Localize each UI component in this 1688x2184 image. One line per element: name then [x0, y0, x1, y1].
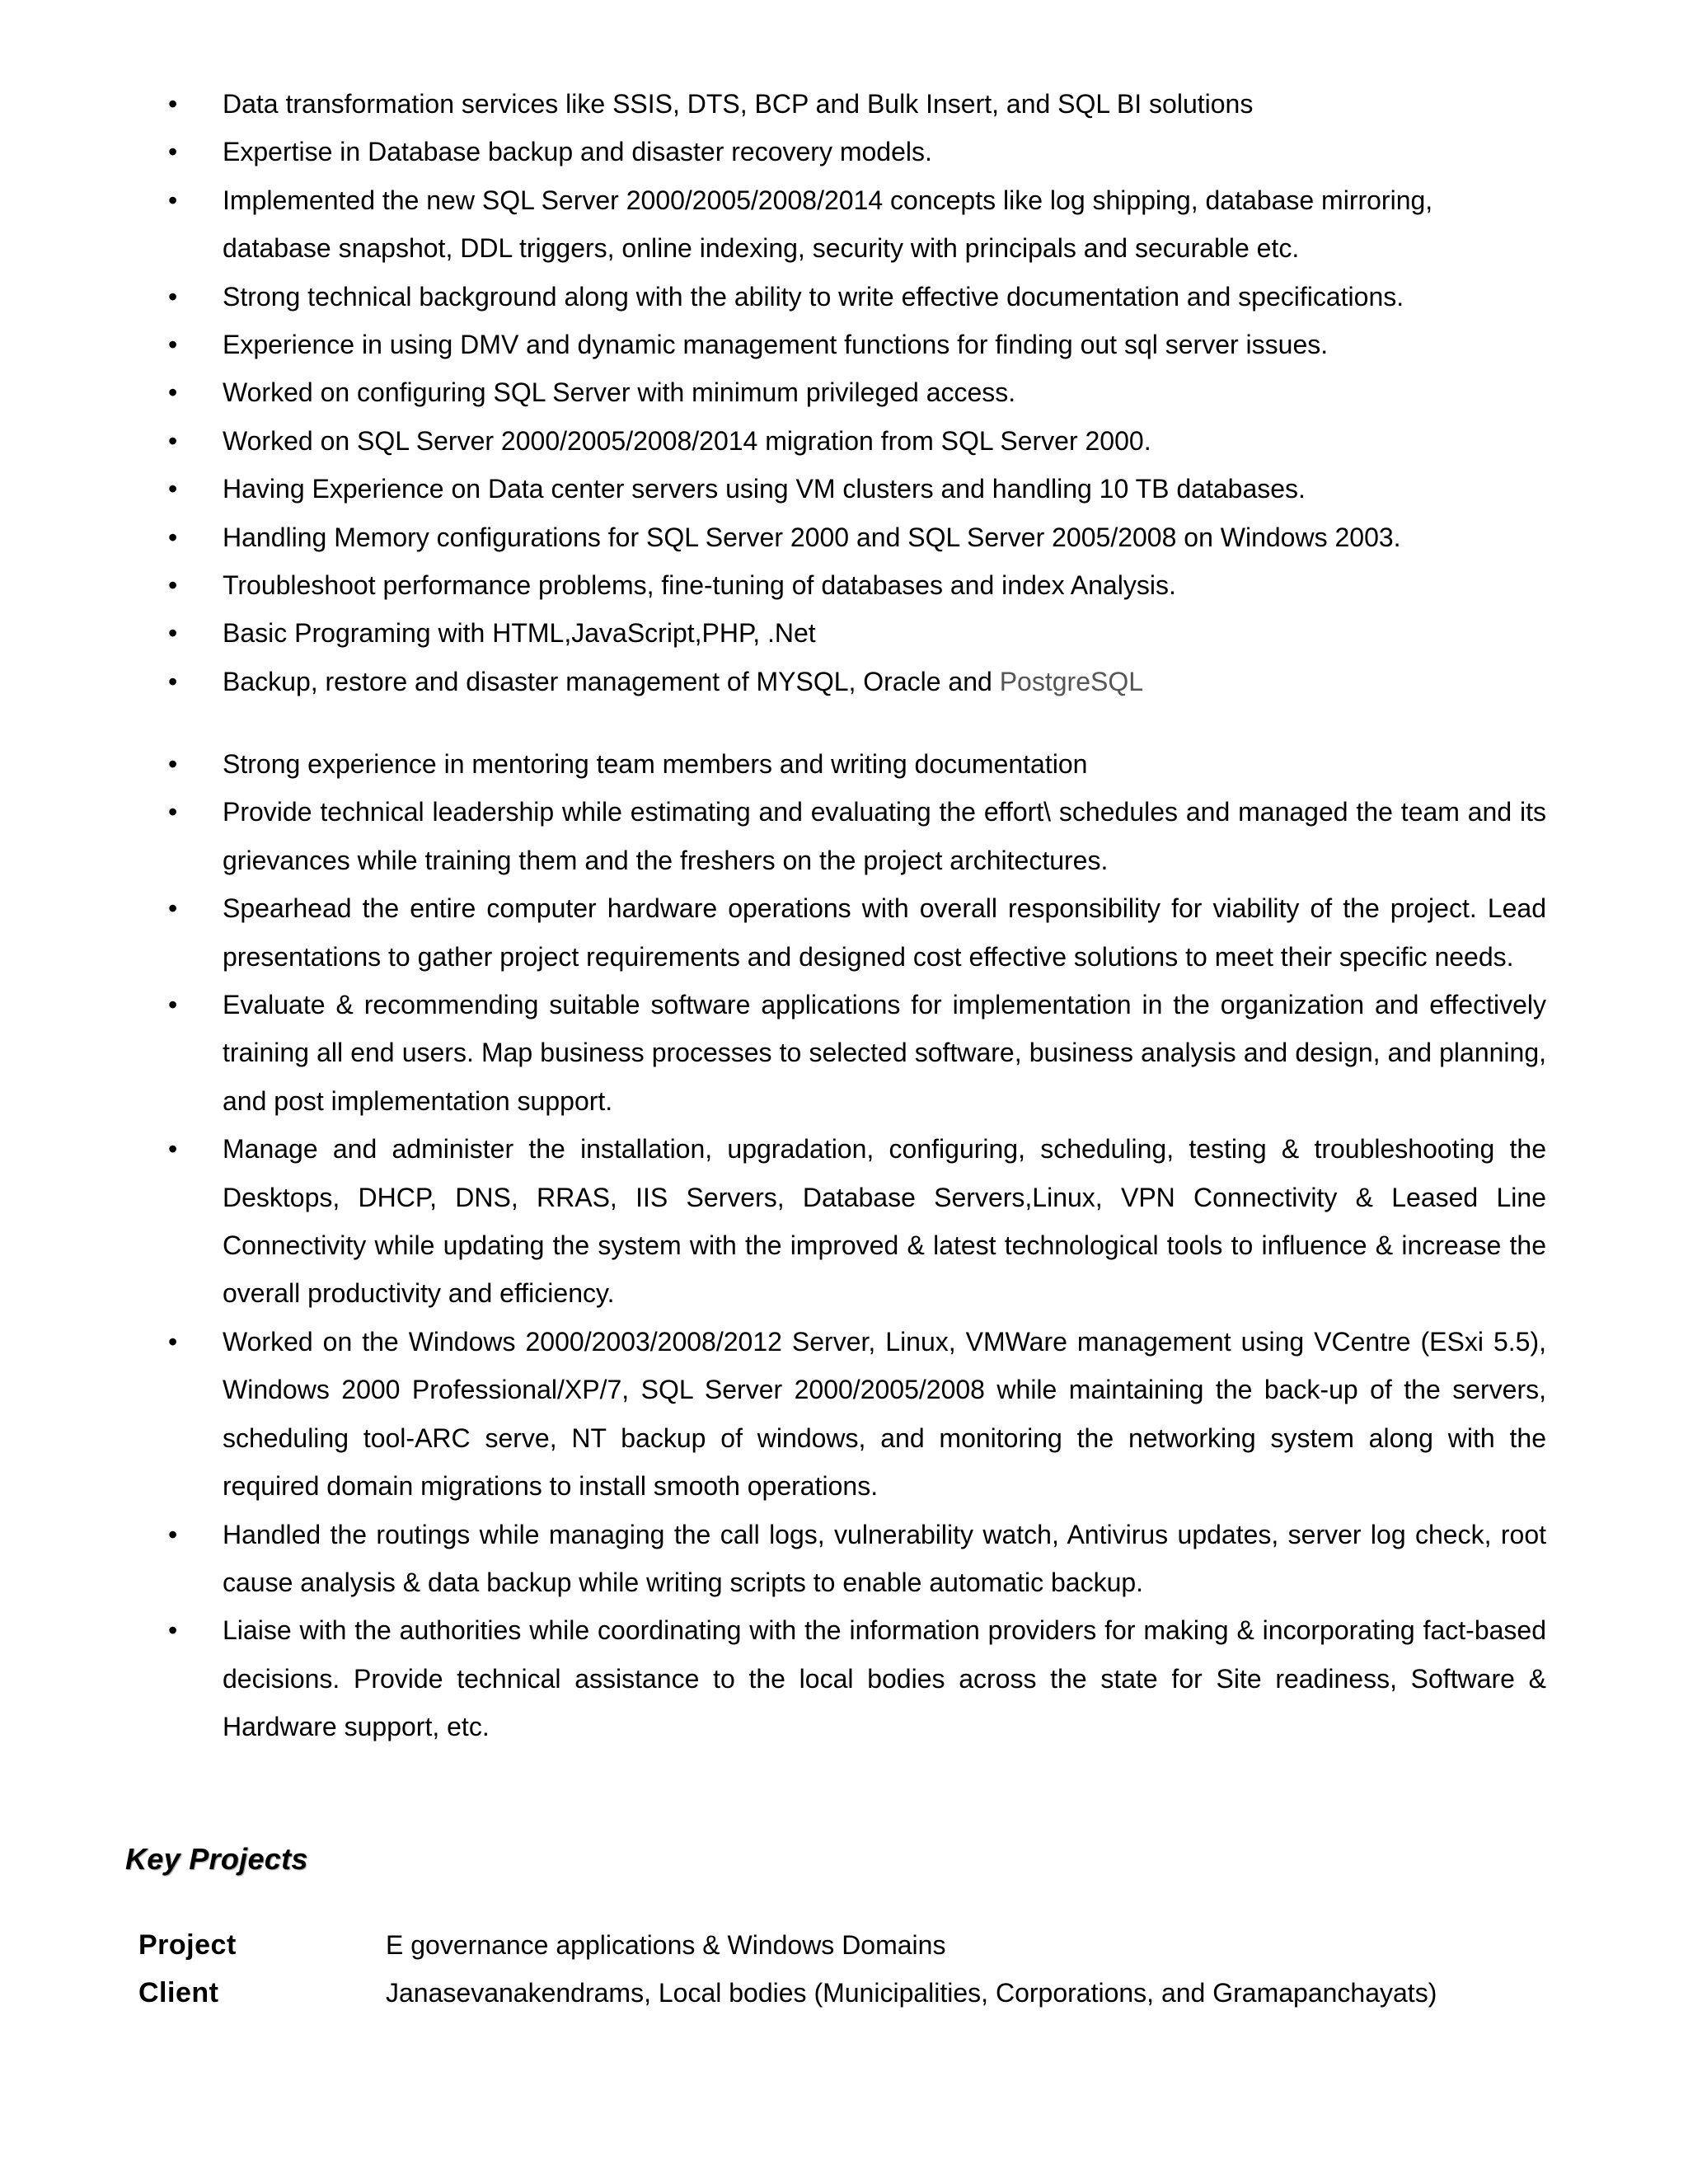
list-item	[168, 80, 1546, 128]
list-item	[168, 128, 1546, 176]
list-item-text: Provide technical leadership while estimating and evaluating the effort\ schedules and managed the team and its grievances while training them and the freshers on the project architectures.	[223, 797, 1546, 875]
bullet-icon: •	[168, 1615, 178, 1646]
list-item	[168, 740, 1546, 788]
bullet-icon: •	[168, 89, 178, 119]
list-item-text: Experience in using DMV and dynamic management functions for finding out sql server issues.	[223, 330, 1329, 360]
list-item	[168, 513, 1546, 561]
list-item	[168, 658, 1546, 705]
client-label: Client	[138, 1977, 219, 2008]
list-item-text: Implemented the new SQL Server 2000/2005/2008/2014 concepts like log shipping, database mirroring, database snapshot, DDL triggers, online indexing, security with principals and securable etc.	[223, 185, 1433, 264]
responsibilities-list	[168, 740, 1546, 1751]
list-item-text: Manage and administer the installation, upgradation, configuring, scheduling, testing & troubleshooting the Desktops, DHCP, DNS, RRAS, IIS Servers, Database Servers,Linux, VPN Connectivity & Leased Line Connectivity while updating the system with the improved & latest technological tools to influence & increase the overall productivity and efficiency.	[223, 1134, 1546, 1309]
project-value: E governance applications & Windows Domains	[386, 1930, 946, 1960]
bullet-icon: •	[168, 618, 178, 649]
bullet-icon: •	[168, 666, 178, 696]
list-item	[168, 1318, 1546, 1511]
list-item	[168, 273, 1546, 321]
list-item	[168, 788, 1546, 884]
list-item	[168, 368, 1546, 416]
list-item	[168, 561, 1546, 609]
list-item	[168, 609, 1546, 657]
list-item	[168, 465, 1546, 513]
list-item-text: Handling Memory configurations for SQL Server 2000 and SQL Server 2005/2008 on Windows 2003.	[223, 522, 1401, 552]
list-item	[168, 981, 1546, 1125]
project-row	[138, 1921, 945, 1969]
bullet-icon: •	[168, 474, 178, 504]
list-item-text: Liaise with the authorities while coordinating with the information providers for making & incorporating fact-based decisions. Provide technical assistance to the local bodies across the state for Site readiness, Software & Hardware support, etc.	[223, 1615, 1546, 1742]
bullet-icon: •	[168, 570, 178, 601]
list-item-text: Evaluate & recommending suitable software applications for implementation in the organization and effectively training all end users. Map business processes to selected software, business analysis and design, and planning, and post implementation support.	[223, 990, 1546, 1116]
skills-list	[168, 80, 1546, 705]
list-item-text: Strong technical background along with the ability to write effective documentation and specifications.	[223, 281, 1404, 312]
bullet-icon: •	[168, 425, 178, 456]
list-item-text: Troubleshoot performance problems, fine-tuning of databases and index Analysis.	[223, 570, 1176, 601]
list-item-text: Backup, restore and disaster management of MYSQL, Oracle and	[223, 666, 1000, 696]
list-item	[168, 1511, 1546, 1607]
list-item-text: Data transformation services like SSIS, DTS, BCP and Bulk Insert, and SQL BI solutions	[223, 89, 1254, 119]
bullet-icon: •	[168, 137, 178, 167]
project-label: Project	[138, 1929, 237, 1961]
bullet-icon: •	[168, 1519, 178, 1549]
bullet-icon: •	[168, 749, 178, 779]
bullet-icon: •	[168, 1326, 178, 1357]
bullet-icon: •	[168, 797, 178, 827]
key-projects-heading: Key Projects	[125, 1842, 308, 1876]
list-item	[168, 417, 1546, 465]
list-item-text: Worked on the Windows 2000/2003/2008/2012 Server, Linux, VMWare management using VCentre (ESxi 5.5), Windows 2000 Professional/XP/7, SQL Server 2000/2005/2008 while maintaining the back-up of the servers, scheduling tool-ARC serve, NT backup of windows, and monitoring the networking system along with the required domain migrations to install smooth operations.	[223, 1326, 1546, 1502]
list-item	[168, 176, 1546, 273]
bullet-icon: •	[168, 893, 178, 924]
list-item-text: Worked on SQL Server 2000/2005/2008/2014 migration from SQL Server 2000.	[223, 425, 1151, 456]
list-item	[168, 1125, 1546, 1318]
postgresql-highlight: PostgreSQL	[999, 666, 1144, 696]
bullet-icon: •	[168, 330, 178, 360]
list-item	[168, 321, 1546, 368]
list-item	[168, 1606, 1546, 1750]
list-item	[168, 884, 1546, 981]
bullet-icon: •	[168, 1134, 178, 1165]
list-item-text: Spearhead the entire computer hardware operations with overall responsibility for viability of the project. Lead presentations to gather project requirements and designed cost effective solutions to meet their specific needs.	[223, 893, 1546, 972]
bullet-icon: •	[168, 281, 178, 312]
bullet-icon: •	[168, 522, 178, 552]
bullet-icon: •	[168, 377, 178, 408]
client-value: Janasevanakendrams, Local bodies (Municipalities, Corporations, and Gramapanchayats)	[386, 1978, 1437, 2008]
list-item-text: Having Experience on Data center servers using VM clusters and handling 10 TB databases.	[223, 474, 1306, 504]
client-row	[138, 1969, 1437, 2017]
bullet-icon: •	[168, 185, 178, 215]
list-item-text: Worked on configuring SQL Server with minimum privileged access.	[223, 377, 1016, 408]
list-item-text: Expertise in Database backup and disaster recovery models.	[223, 137, 932, 167]
list-item-text: Basic Programing with HTML,JavaScript,PHP, .Net	[223, 618, 816, 649]
list-item-text: Strong experience in mentoring team members and writing documentation	[223, 749, 1088, 779]
bullet-icon: •	[168, 990, 178, 1020]
list-item-text: Handled the routings while managing the call logs, vulnerability watch, Antivirus updates, server log check, root cause analysis & data backup while writing scripts to enable automatic backup.	[223, 1519, 1546, 1597]
